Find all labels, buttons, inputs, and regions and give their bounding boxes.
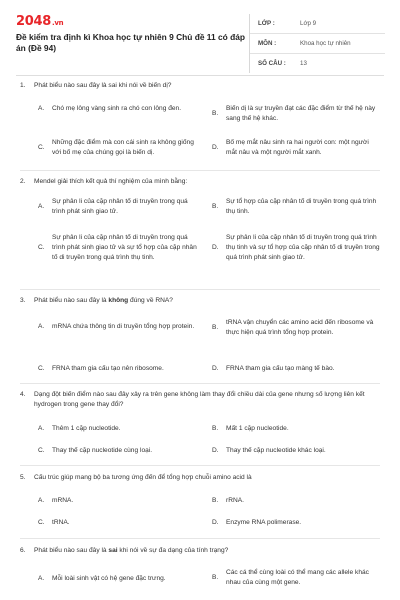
option-4d[interactable]	[212, 446, 380, 456]
option-2d[interactable]	[212, 233, 380, 264]
meta-value: Lớp 9	[300, 20, 317, 27]
question-number: 4.	[20, 391, 26, 398]
meta-table	[249, 14, 385, 73]
option-text: Những đặc điểm mà con cái sinh ra không giống với bố mẹ của chúng gọi là biến dị.	[52, 139, 194, 157]
option-letter: A.	[38, 323, 45, 330]
question-divider	[20, 289, 380, 290]
question-stem	[20, 296, 380, 306]
header-divider	[16, 75, 384, 76]
meta-row-class	[250, 14, 385, 34]
question-3	[20, 296, 380, 306]
option-letter: C.	[38, 144, 45, 152]
meta-label: LỚP :	[258, 20, 275, 27]
meta-value: 13	[300, 60, 307, 67]
option-letter: B.	[212, 110, 219, 118]
option-5a[interactable]	[38, 496, 198, 506]
option-letter: C.	[38, 365, 45, 372]
option-letter: D.	[212, 244, 219, 252]
option-4a[interactable]	[38, 424, 198, 434]
option-letter: B.	[212, 497, 219, 504]
question-text: Mendel giải thích kết quả thí nghiệm của mình bằng:	[34, 178, 188, 185]
question-text: Phát biểu nào sau đây là sai khi nói về biến dị?	[34, 82, 172, 89]
question-number: 2.	[20, 178, 26, 185]
option-4c[interactable]	[38, 446, 198, 456]
option-text: Mỗi loài sinh vật có hệ gene đặc trưng.	[52, 575, 166, 582]
option-5d[interactable]	[212, 518, 380, 528]
question-stem	[20, 390, 380, 410]
option-letter: D.	[212, 519, 219, 526]
question-5	[20, 473, 380, 483]
option-6a[interactable]	[38, 574, 198, 584]
question-divider	[20, 538, 380, 539]
option-letter: A.	[38, 575, 45, 582]
meta-label: MÔN :	[258, 40, 277, 47]
option-1a[interactable]	[38, 104, 198, 114]
option-letter: B.	[212, 574, 219, 582]
page-title: Đề kiểm tra định kì Khoa học tự nhiên 9 Chủ đề 11 có đáp án (Đề 94)	[16, 32, 245, 53]
question-stem	[20, 81, 380, 91]
option-text: Thêm 1 cặp nucleotide.	[52, 425, 121, 432]
question-stem	[20, 546, 380, 556]
question-number: 3.	[20, 297, 26, 304]
option-letter: D.	[212, 447, 219, 454]
meta-row-subject	[250, 34, 385, 54]
question-1	[20, 81, 380, 91]
option-text: Sự phân li của cặp nhân tố di truyền trong quá trình thụ tinh và sự tổ hợp của cặp nhân tố di truyền trong quá trình phát sinh giao tử.	[226, 234, 380, 262]
option-5b[interactable]	[212, 496, 380, 506]
question-4	[20, 390, 380, 410]
option-text: Thay thế cặp nucleotide cùng loại.	[52, 447, 153, 454]
question-divider	[20, 383, 380, 384]
option-letter: B.	[212, 324, 219, 332]
question-stem	[20, 473, 380, 483]
option-letter: D.	[212, 144, 219, 152]
logo-main: 2048	[16, 14, 51, 29]
question-text: Cấu trúc giúp mang bộ ba tương ứng đến để tổng hợp chuỗi amino acid là	[34, 474, 252, 481]
option-letter: A.	[38, 425, 45, 432]
option-text: mRNA chứa thông tin di truyền tổng hợp protein.	[52, 323, 195, 330]
option-6b[interactable]	[212, 568, 380, 588]
option-letter: C.	[38, 519, 45, 526]
question-text: Phát biểu nào sau đây là không đúng về RNA?	[34, 297, 173, 304]
option-letter: B.	[212, 425, 219, 432]
option-text: Bố mẹ mắt nâu sinh ra hai người con: một người mắt nâu và một người mắt xanh.	[226, 139, 369, 157]
option-text: tRNA.	[52, 519, 70, 526]
option-3a[interactable]	[38, 322, 198, 332]
option-1d[interactable]	[212, 138, 380, 158]
option-2c[interactable]	[38, 233, 198, 264]
option-letter: C.	[38, 244, 45, 252]
option-letter: A.	[38, 497, 45, 504]
option-text: Thay thế cặp nucleotide khác loại.	[226, 447, 326, 454]
option-text: mRNA.	[52, 497, 74, 504]
option-text: FRNA tham gia cấu tạo màng tế bào.	[226, 365, 335, 372]
option-2b[interactable]	[212, 197, 380, 217]
option-text: Các cá thể cùng loài có thể mang các allele khác nhau của cùng một gene.	[226, 569, 369, 587]
meta-row-count	[250, 54, 385, 73]
question-6	[20, 546, 380, 556]
option-text: Sự phân li của cặp nhân tố di truyền trong quá trình phát sinh giao tử và sự tổ hợp của cặp nhân tố di truyền trong quá trình thụ tinh.	[52, 234, 197, 262]
option-text: Chó mẹ lông vàng sinh ra chó con lông đen.	[52, 105, 182, 112]
option-letter: C.	[38, 447, 45, 454]
option-text: tRNA vận chuyển các amino acid đến ribosome và thực hiện quá trình tổng hợp protein.	[226, 319, 374, 337]
logo-sub: .vn	[51, 19, 64, 27]
page-header	[16, 14, 384, 72]
option-letter: A.	[38, 105, 45, 112]
option-letter: D.	[212, 365, 219, 372]
option-4b[interactable]	[212, 424, 380, 434]
option-text: FRNA tham gia cấu tạo nên ribosome.	[52, 365, 164, 372]
option-3c[interactable]	[38, 364, 198, 374]
question-number: 6.	[20, 547, 26, 554]
option-text: Sự phân li của cặp nhân tố di truyền trong quá trình phát sinh giao tử.	[52, 198, 188, 216]
question-divider	[20, 465, 380, 466]
option-text: Biến dị là sự truyền đạt các đặc điểm từ thế hệ này sang thế hệ khác.	[226, 105, 376, 123]
option-text: Enzyme RNA polimerase.	[226, 519, 302, 526]
question-text: Phát biểu nào sau đây là sai khi nói về sự đa dạng của tính trạng?	[34, 547, 229, 554]
option-text: Mất 1 cặp nucleotide.	[226, 425, 289, 432]
option-text: Sự tổ hợp của cặp nhân tố di truyền trong quá trình thụ tinh.	[226, 198, 377, 216]
option-1c[interactable]	[38, 138, 198, 158]
option-letter: B.	[212, 203, 219, 211]
option-2a[interactable]	[38, 197, 198, 217]
site-logo[interactable]	[16, 14, 63, 29]
option-5c[interactable]	[38, 518, 198, 528]
question-number: 1.	[20, 82, 26, 89]
question-number: 5.	[20, 474, 26, 481]
question-divider	[20, 170, 380, 171]
question-2	[20, 177, 380, 187]
option-3d[interactable]	[212, 364, 380, 374]
option-text: rRNA.	[226, 497, 244, 504]
option-1b[interactable]	[212, 104, 380, 124]
meta-label: SỐ CÂU :	[258, 60, 286, 67]
question-stem	[20, 177, 380, 187]
option-letter: A.	[38, 203, 45, 211]
meta-value: Khoa học tự nhiên	[300, 40, 351, 47]
question-text: Dạng đột biến điểm nào sau đây xảy ra trên gene không làm thay đổi chiều dài của gene nhưng số lượng liên kết hydrogen trong gene thay đổi?	[34, 391, 365, 408]
option-3b[interactable]	[212, 318, 380, 338]
